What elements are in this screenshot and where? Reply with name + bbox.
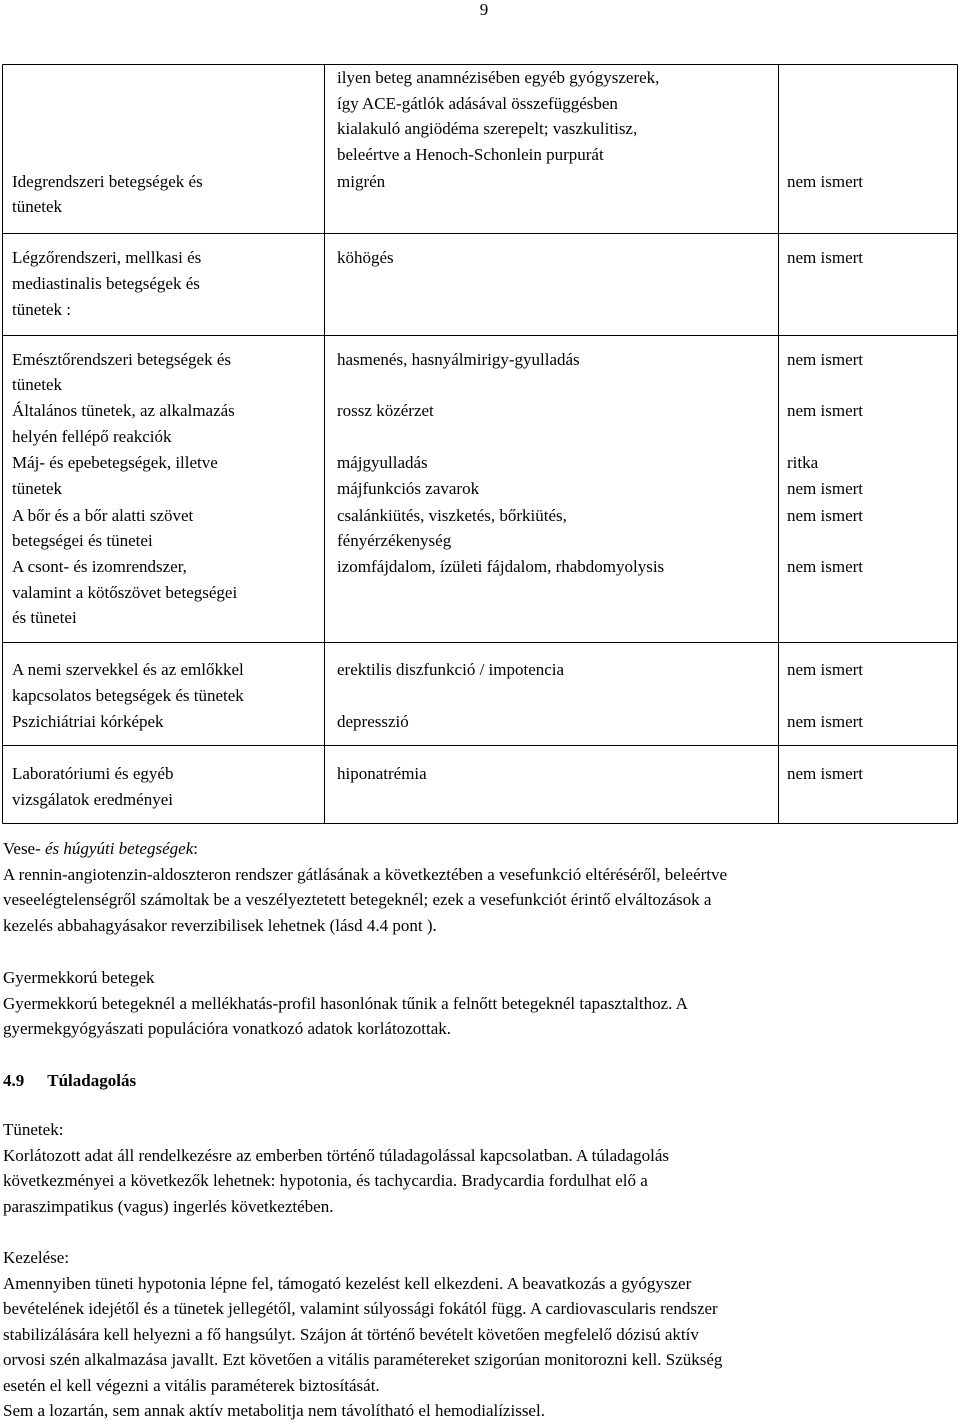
row-reaction: hiponatrémia [337, 764, 427, 783]
treatment-text-line: Sem a lozartán, sem annak aktív metabolitja nem távolítható el hemodialízissel. [3, 1401, 545, 1420]
row-frequency: nem ismert [787, 557, 864, 576]
page-number: 9 [479, 0, 489, 19]
treatment-heading: Kezelése: [3, 1248, 70, 1267]
row-category: A csont- és izomrendszer, [12, 557, 187, 576]
row-category: Légzőrendszeri, mellkasi és [12, 248, 202, 267]
row-frequency: nem ismert [787, 764, 864, 783]
row-category: mediastinalis betegségek és [12, 274, 200, 293]
section-number: 4.9 [3, 1071, 25, 1090]
pediatric-heading: Gyermekkorú betegek [3, 968, 155, 987]
row-category: és tünetei [12, 608, 77, 627]
row-category: valamint a kötőszövet betegségei [12, 583, 238, 602]
table-intro-line: így ACE-gátlók adásával összefüggésben [337, 94, 618, 113]
overdose-heading [3, 1068, 953, 1094]
symptoms-text-line: következményei a következők lehetnek: hypotonia, és tachycardia. Bradycardia fordulhat elő a [3, 1171, 648, 1190]
row-frequency: nem ismert [787, 660, 864, 679]
section-title: Túladagolás [47, 1071, 137, 1090]
table-intro-line: beleértve a Henoch-Schonlein purpurát [337, 145, 604, 164]
row-frequency: nem ismert [787, 401, 864, 420]
row-frequency: nem ismert [787, 350, 864, 369]
row-frequency: nem ismert [787, 172, 864, 191]
row-category: A nemi szervekkel és az emlőkkel [12, 660, 244, 679]
row-reaction: hasmenés, hasnyálmirigy-gyulladás [337, 350, 580, 369]
row-reaction: májgyulladás [337, 453, 428, 472]
row-category: A bőr és a bőr alatti szövet [12, 506, 194, 525]
row-reaction: köhögés [337, 248, 394, 267]
row-reaction: májfunkciós zavarok [337, 479, 480, 498]
symptoms-section [3, 1117, 953, 1219]
row-frequency: nem ismert [787, 506, 864, 525]
row-reaction: csalánkiütés, viszketés, bőrkiütés, [337, 506, 567, 525]
treatment-text-line: esetén el kell végezni a vitális paraméterek biztosítását. [3, 1375, 380, 1395]
row-category: vizsgálatok eredményei [12, 790, 173, 809]
table-intro-line: ilyen beteg anamnézisében egyéb gyógyszerek, [337, 68, 660, 87]
row-reaction: depresszió [337, 712, 409, 731]
pediatric-text-line: Gyermekkorú betegeknél a mellékhatás-profil hasonlónak tűnik a felnőtt betegeknél tapasztalthoz. A [3, 993, 688, 1013]
kidney-text-line: kezelés abbahagyásakor reverzibilisek lehetnek (lásd 4.4 pont ). [3, 915, 437, 935]
row-category: tünetek : [12, 300, 72, 319]
treatment-text-line: bevételének idejétől és a tünetek jellegétől, valamint súlyossági fokától függ. A cardiovascularis rendszer [3, 1299, 718, 1318]
kidney-section [3, 836, 953, 938]
symptoms-heading: Tünetek: [3, 1120, 64, 1139]
row-category: Idegrendszeri betegségek és [12, 172, 203, 191]
row-category: Pszichiátriai kórképek [12, 712, 164, 731]
row-category: Emésztőrendszeri betegségek és [12, 350, 232, 369]
row-category: Általános tünetek, az alkalmazás [12, 401, 235, 420]
row-category: kapcsolatos betegségek és tünetek [12, 686, 244, 705]
row-category: Laboratóriumi és egyéb [12, 764, 174, 783]
kidney-text-line: veseelégtelenségről számoltak be a veszélyeztetett betegeknél; ezek a vesefunkciót érintő elváltozások a [3, 890, 712, 909]
treatment-section [3, 1245, 953, 1424]
row-reaction: fényérzékenység [337, 531, 452, 550]
symptoms-text-line: paraszimpatikus (vagus) ingerlés következtében. [3, 1196, 334, 1216]
row-frequency: nem ismert [787, 479, 864, 498]
row-category: betegségei és tünetei [12, 531, 153, 550]
table-intro-line: kialakuló angiödéma szerepelt; vaszkulitisz, [337, 119, 638, 138]
row-category: helyén fellépő reakciók [12, 427, 172, 446]
row-category: Máj- és epebetegségek, illetve [12, 453, 218, 472]
row-reaction: izomfájdalom, ízületi fájdalom, rhabdomyolysis [337, 557, 665, 576]
row-frequency: ritka [787, 453, 819, 472]
kidney-heading: Vese- és húgyúti betegségek: [3, 839, 198, 858]
row-category: tünetek [12, 197, 63, 216]
row-category: tünetek [12, 479, 63, 498]
treatment-text-line: orvosi szén alkalmazása javallt. Ezt követően a vitális paramétereket szigorúan monitorozni kell. Szükség [3, 1350, 723, 1369]
treatment-text-line: Amennyiben tüneti hypotonia lépne fel, támogató kezelést kell elkezdeni. A beavatkozás a gyógyszer [3, 1273, 692, 1293]
treatment-text-line: stabilizálására kell helyezni a fő hangsúlyt. Szájon át történő bevételt követően megfelelő dózisú aktív [3, 1324, 699, 1344]
row-reaction: rossz közérzet [337, 401, 434, 420]
kidney-text-line: A rennin-angiotenzin-aldoszteron rendszer gátlásának a következtében a vesefunkció eltéréséről, beleértve [3, 864, 728, 884]
row-frequency: nem ismert [787, 712, 864, 731]
pediatric-text-line: gyermekgyógyászati populációra vonatkozó adatok korlátozottak. [3, 1019, 451, 1038]
symptoms-text-line: Korlátozott adat áll rendelkezésre az emberben történő túladagolással kapcsolatban. A túladagolás [3, 1145, 670, 1165]
row-reaction: migrén [337, 172, 386, 191]
row-category: tünetek [12, 375, 63, 394]
row-reaction: erektilis diszfunkció / impotencia [337, 660, 565, 679]
pediatric-section [3, 965, 953, 1042]
row-frequency: nem ismert [787, 248, 864, 267]
